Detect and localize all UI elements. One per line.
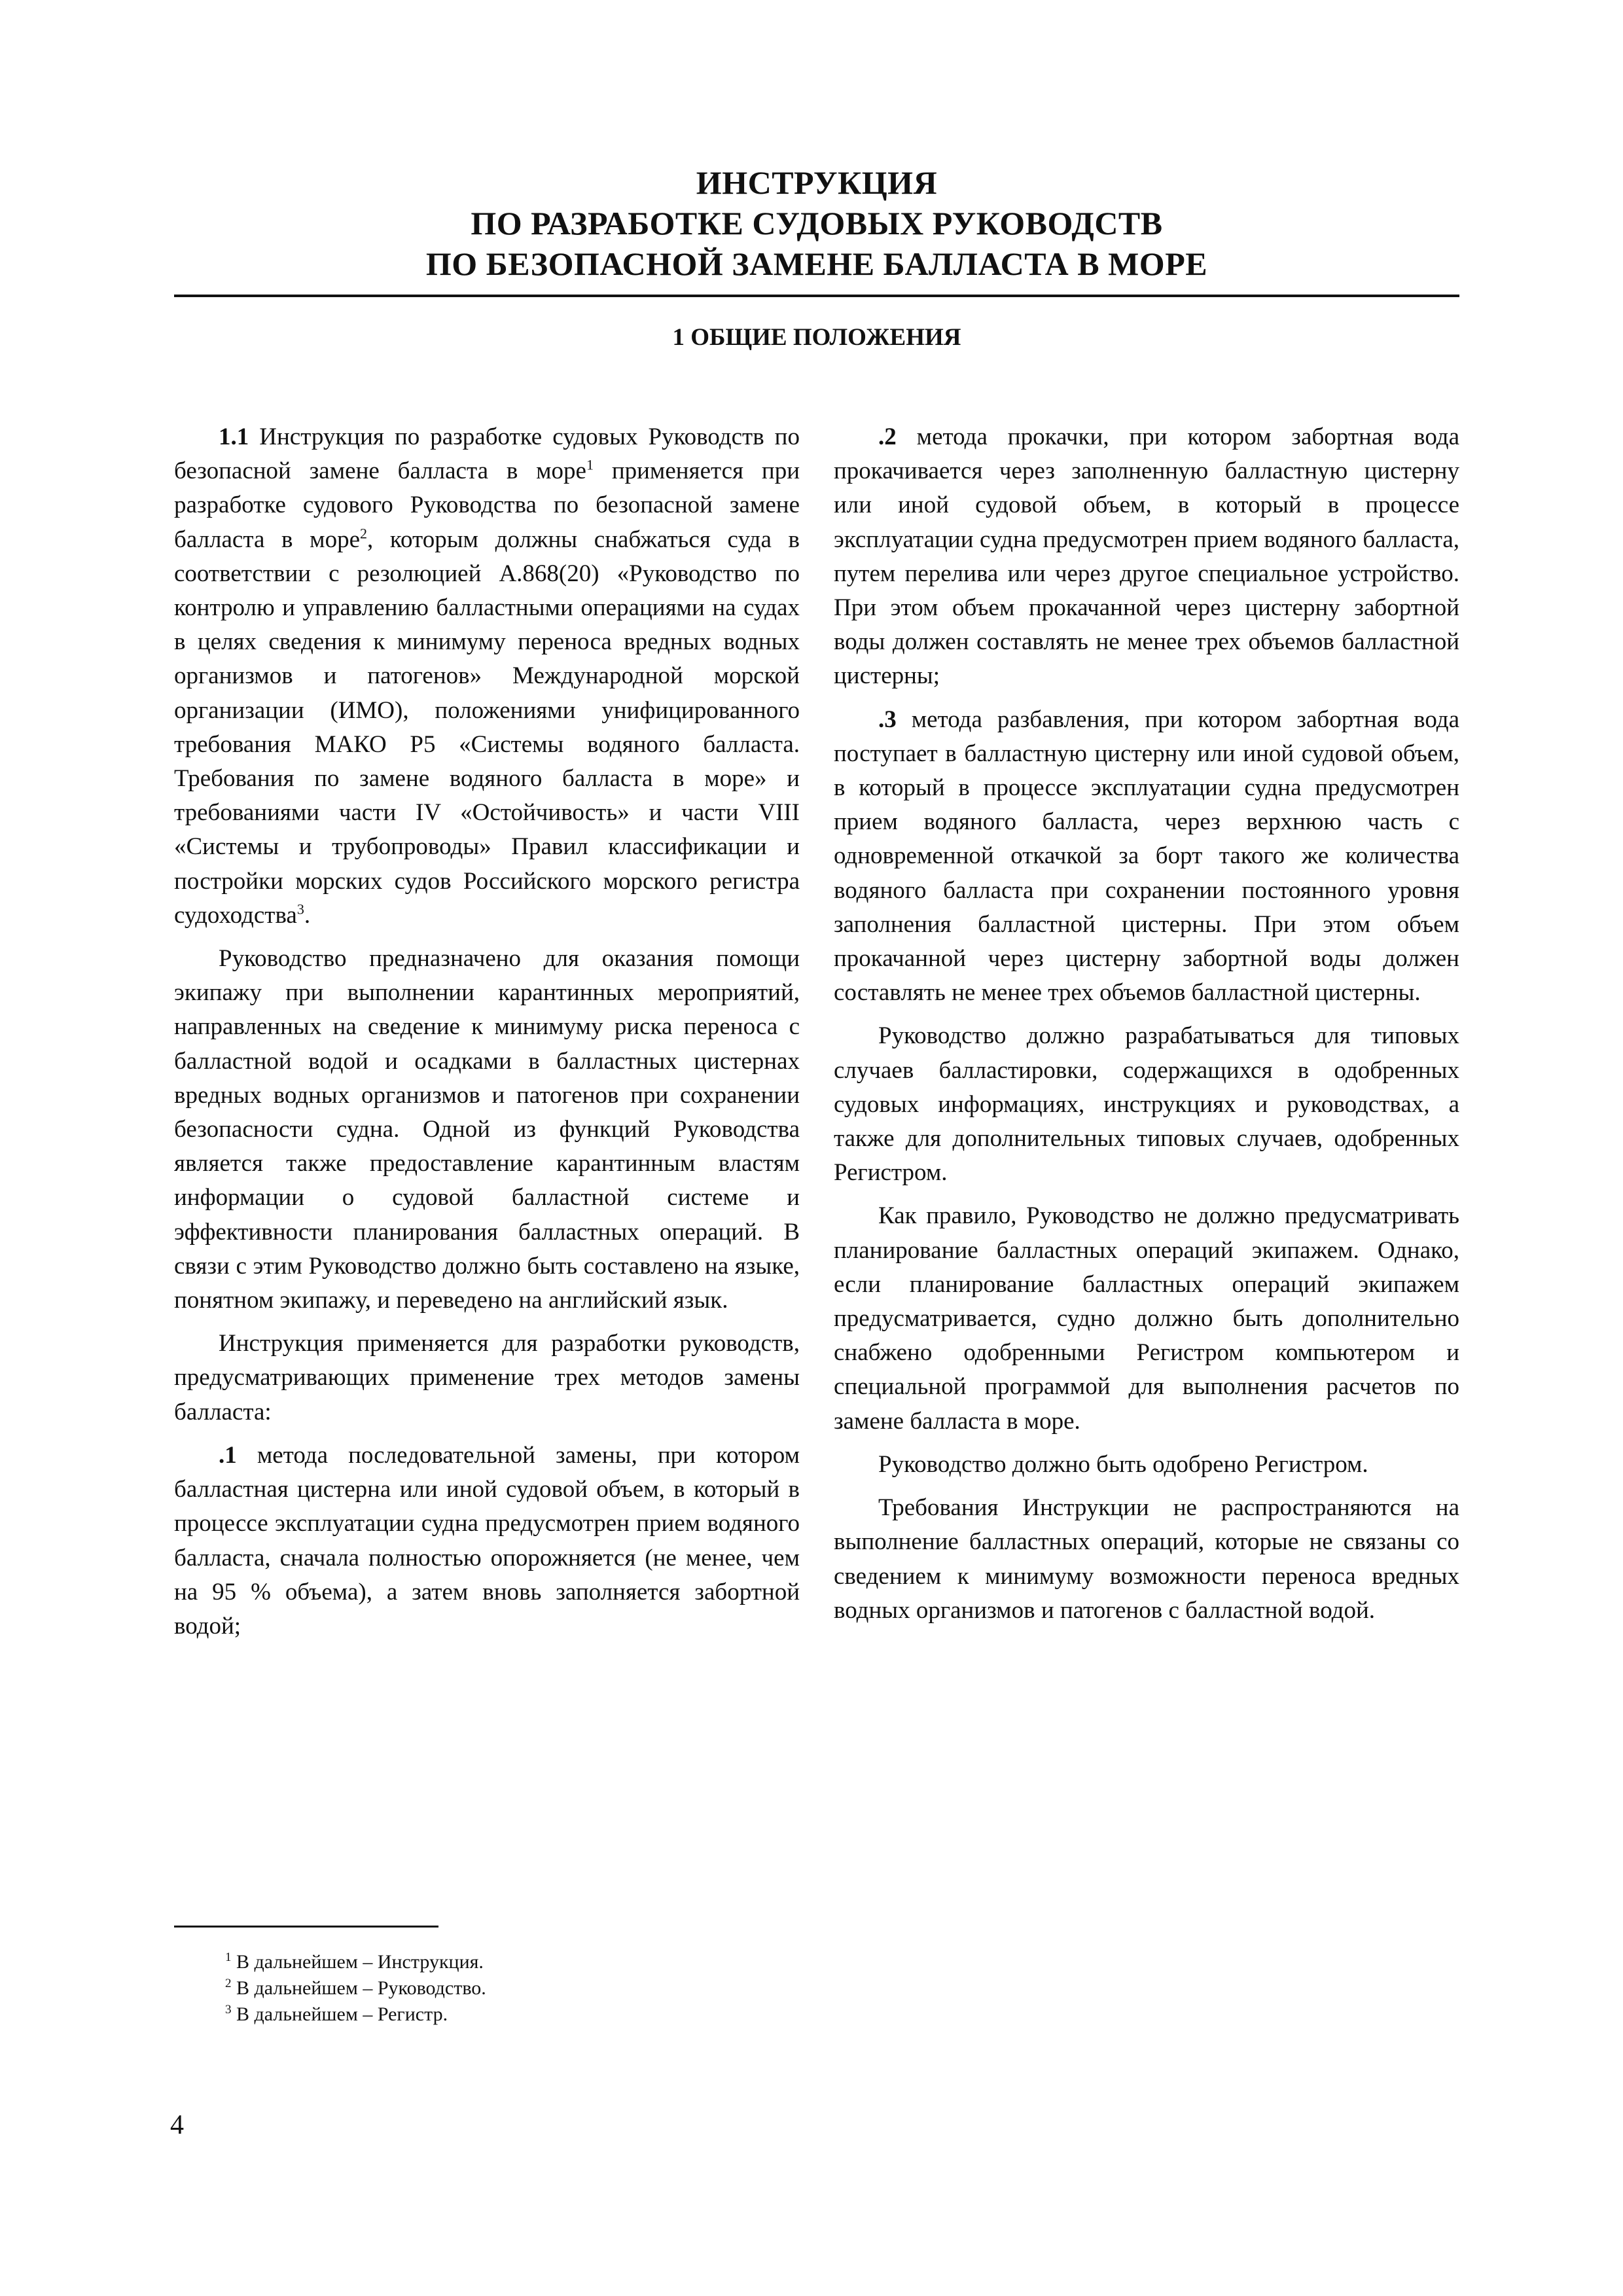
paragraph-method-2 — [834, 420, 1459, 694]
footnote-ref-3: 3 — [296, 901, 304, 918]
footnote-2 — [225, 1975, 1010, 2001]
footnote-text: В дальнейшем – Регистр. — [231, 2003, 448, 2025]
paragraph-typical-cases: Руководство должно разрабатываться для типовых случаев балластировки, содержащихся в одобренных судовых информациях, инструкциях и руководствах, а также для дополнительных типовых случаев, одобренных Регистром. — [834, 1022, 1459, 1187]
footnote-text: В дальнейшем – Инструкция. — [231, 1951, 484, 1973]
footnote-text: В дальнейшем – Руководство. — [231, 1977, 486, 1999]
page-number: 4 — [170, 2110, 184, 2140]
title-line-3: ПО БЕЗОПАСНОЙ ЗАМЕНЕ БАЛЛАСТА В МОРЕ — [425, 245, 1208, 282]
paragraph-method-3 — [834, 703, 1459, 1011]
footnote-3 — [225, 2001, 1010, 2028]
paragraph-text: метода прокачки, при котором забортная вода прокачивается через заполненную балластную цистерну или иной судовой объем, в который в процессе эксплуатации судна предусмотрен прием водяного балласта, путем перелива или через другое специальное устройство. При этом объем прокачанной через цистерну забортной воды должен составлять не менее трех объемов балластной цистерны; — [834, 423, 1459, 690]
paragraph-planning: Как правило, Руководство не должно предусматривать планирование балластных операций экипажем. Однако, если планирование балластных операций экипажем предусматривается, судно должно быть дополнительно снабжено одобренными Регистром компьютером и специальной программой для выполнения расчетов по замене балласта в море. — [834, 1202, 1459, 1435]
left-column — [174, 420, 800, 1643]
footnote-mark: 1 — [225, 1950, 232, 1964]
item-number: .1 — [219, 1441, 237, 1469]
paragraph-text: метода последовательной замены, при котором балластная цистерна или иной судовой объем, в который в процессе эксплуатации судна предусмотрен прием водяного балласта, сначала полностью опорожняется (не менее, чем на 95 % объема), а затем вновь заполняется забортной водой; — [174, 1441, 800, 1640]
footnote-1 — [225, 1949, 1010, 1975]
paragraph-1-1 — [174, 420, 800, 933]
item-number: .3 — [878, 706, 897, 733]
paragraph-method-1 — [174, 1439, 800, 1643]
paragraph-text: . — [304, 901, 311, 929]
paragraph-methods: Инструкция применяется для разработки руководств, предусматривающих применение трех методов замены балласта: — [174, 1330, 800, 1426]
footnote-mark: 2 — [225, 1977, 232, 1990]
item-number: .2 — [878, 423, 897, 450]
section-heading: 1 ОБЩИЕ ПОЛОЖЕНИЯ — [672, 324, 961, 351]
footnote-ref-2: 2 — [360, 525, 367, 542]
paragraph-purpose: Руководство предназначено для оказания помощи экипажу при выполнении карантинных мероприятий, направленных на сведение к минимуму риска переноса с балластной водой и осадками в балластных цистернах вредных водных организмов и патогенов при сохранении безопасности судна. Одной из функций Руководства является также предоставление карантинным властям информации о судовой балластной системе и эффективности планирования балластных операций. В связи с этим Руководство должно быть составлено на языке, понятном экипажу, и переведено на английский язык. — [174, 945, 800, 1314]
footnote-ref-1: 1 — [586, 456, 594, 473]
paragraph-text: , которым должны снабжаться суда в соответствии с резолюцией А.868(20) «Руководство по контролю и управлению балластными операциями на судах в целях сведения к минимуму переноса вредных водных организмов и патогенов» Международной морской организации (ИМО), положениями унифицированного требования МАКО Р5 «Системы водяного балласта. Требования по замене водяного балласта в море» и требованиями части IV «Остойчивость» и части VIII «Системы и трубопроводы» Правил классификации и постройки морских судов Российского морского регистра судоходства — [174, 526, 800, 929]
footnote-mark: 3 — [225, 2003, 232, 2017]
footnotes — [225, 1949, 1010, 2028]
paragraph-text: Инструкция по разработке судовых Руководств по безопасной замене балласта в море — [174, 423, 800, 485]
document-title — [174, 162, 1459, 284]
paragraph-approval: Руководство должно быть одобрено Регистром. — [878, 1450, 1368, 1478]
paragraph-text: метода разбавления, при котором забортная вода поступает в балластную цистерну или иной судовой объем, в который в процессе эксплуатации судна предусмотрен прием водяного балласта, через верхнюю часть с одновременной откачкой за борт такого же количества водяного балласта при сохранении постоянного уровня заполнения балластной цистерны. При этом объем прокачанной через цистерну забортной воды должен составлять не менее трех объемов балластной цистерны. — [834, 706, 1459, 1007]
right-column — [834, 420, 1459, 1628]
title-line-1: ИНСТРУКЦИЯ — [696, 164, 938, 201]
clause-number: 1.1 — [219, 423, 249, 450]
title-line-2: ПО РАЗРАБОТКЕ СУДОВЫХ РУКОВОДСТВ — [471, 205, 1163, 242]
footnote-divider — [174, 1926, 438, 1928]
title-divider — [174, 295, 1459, 297]
paragraph-scope: Требования Инструкции не распространяются на выполнение балластных операций, которые не связаны со сведением к минимуму возможности переноса вредных водных организмов и патогенов с балластной водой. — [834, 1494, 1459, 1624]
paragraph-text: применяется при разработке судового Руководства по безопасной замене балласта в море — [174, 457, 800, 553]
